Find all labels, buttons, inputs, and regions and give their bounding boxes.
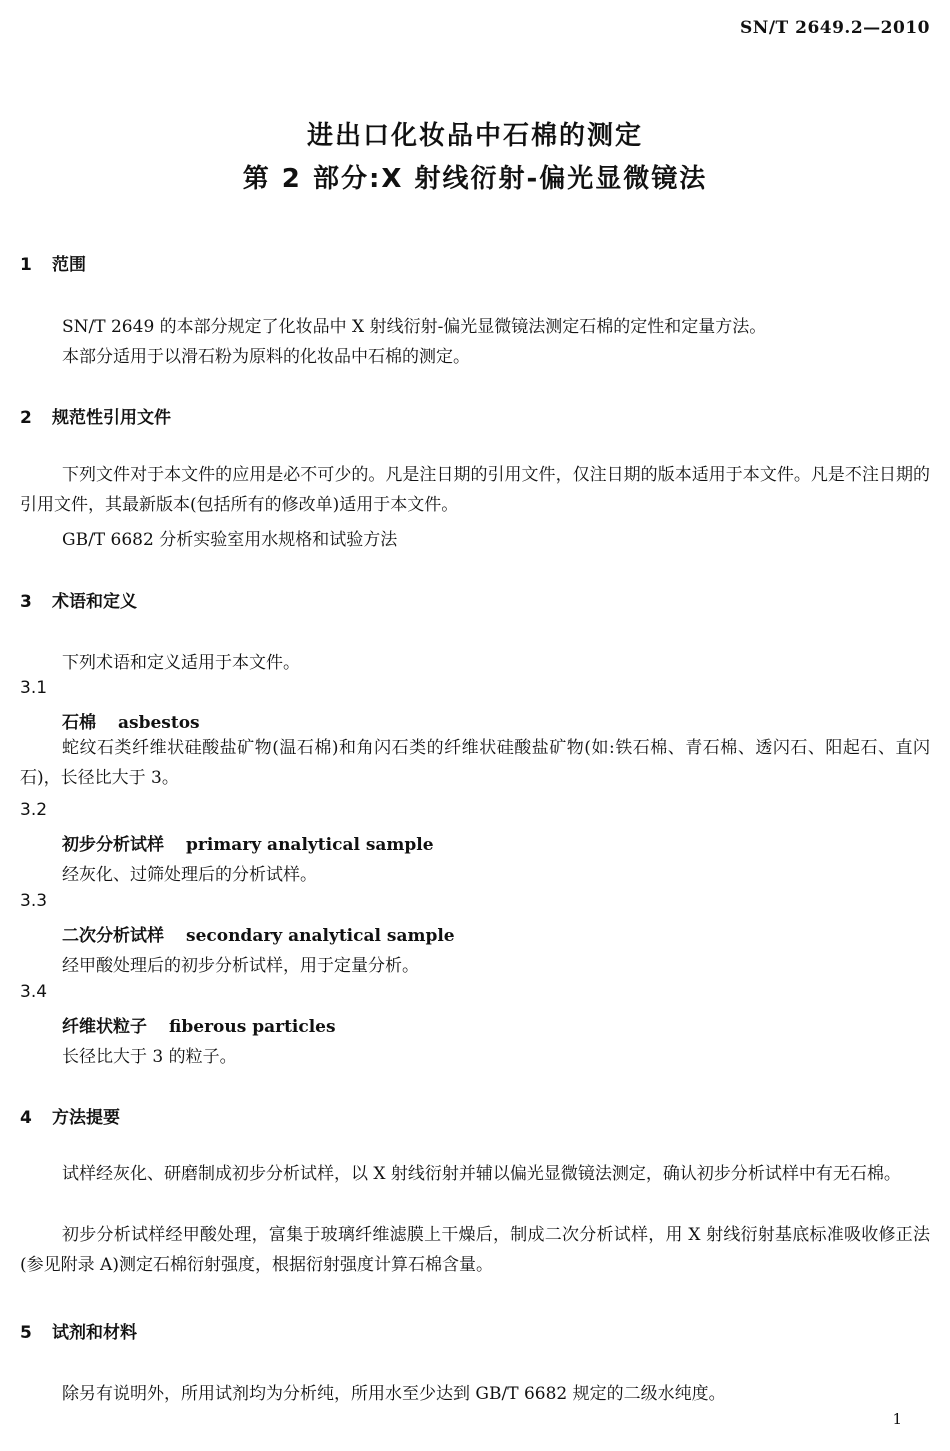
paragraph: 本部分适用于以滑石粉为原料的化妆品中石棉的测定。	[62, 347, 470, 367]
section-title: 方法提要	[52, 1108, 120, 1128]
section-title: 规范性引用文件	[52, 408, 171, 428]
section-number: 1	[20, 255, 32, 275]
section-number: 5	[20, 1323, 32, 1343]
paragraph: SN/T 2649 的本部分规定了化妆品中 X 射线衍射-偏光显微镜法测定石棉的定性和定量方法。	[62, 317, 767, 337]
normative-reference: GB/T 6682 分析实验室用水规格和试验方法	[62, 530, 398, 550]
section-title: 术语和定义	[52, 592, 137, 612]
paragraph: 除另有说明外，所用试剂均为分析纯，所用水至少达到 GB/T 6682 规定的二级水纯度。	[62, 1384, 726, 1404]
clause-number: 3.2	[20, 800, 48, 820]
term-english: primary analytical sample	[186, 835, 434, 855]
section-heading-3	[20, 587, 137, 612]
term-english: secondary analytical sample	[186, 926, 455, 946]
term-entry	[62, 830, 434, 855]
page-number: 1	[892, 1410, 902, 1428]
term-entry	[62, 921, 455, 946]
paragraph: 下列术语和定义适用于本文件。	[62, 653, 300, 673]
section-number: 2	[20, 408, 32, 428]
section-heading-2	[20, 403, 171, 428]
document-subtitle: 第 2 部分:X 射线衍射-偏光显微镜法	[242, 164, 708, 194]
term-english: fiberous particles	[169, 1017, 336, 1037]
term-entry	[62, 708, 200, 733]
section-title: 范围	[52, 255, 86, 275]
term-chinese: 初步分析试样	[62, 835, 164, 855]
term-definition: 经灰化、过筛处理后的分析试样。	[62, 865, 317, 885]
term-definition: 蛇纹石类纤维状硅酸盐矿物(温石棉)和角闪石类的纤维状硅酸盐矿物(如:铁石棉、青石棉、透闪石、阳起石、直闪石)，长径比大于 3。	[20, 738, 930, 788]
section-number: 3	[20, 592, 32, 612]
term-definition: 经甲酸处理后的初步分析试样，用于定量分析。	[62, 956, 419, 976]
paragraph: 初步分析试样经甲酸处理，富集于玻璃纤维滤膜上干燥后，制成二次分析试样，用 X 射线衍射基底标准吸收修正法(参见附录 A)测定石棉衍射强度，根据衍射强度计算石棉含量。	[20, 1225, 930, 1275]
section-number: 4	[20, 1108, 32, 1128]
clause-number: 3.1	[20, 678, 48, 698]
paragraph: 试样经灰化、研磨制成初步分析试样，以 X 射线衍射并辅以偏光显微镜法测定，确认初步分析试样中有无石棉。	[62, 1164, 901, 1184]
section-heading-5	[20, 1318, 137, 1343]
term-chinese: 石棉	[62, 713, 96, 733]
clause-number: 3.3	[20, 891, 48, 911]
term-chinese: 二次分析试样	[62, 926, 164, 946]
term-definition: 长径比大于 3 的粒子。	[62, 1047, 237, 1067]
term-english: asbestos	[118, 713, 200, 733]
term-entry	[62, 1012, 336, 1037]
term-chinese: 纤维状粒子	[62, 1017, 147, 1037]
standard-code: SN/T 2649.2—2010	[740, 18, 930, 38]
paragraph: 下列文件对于本文件的应用是必不可少的。凡是注日期的引用文件，仅注日期的版本适用于本文件。凡是不注日期的引用文件，其最新版本(包括所有的修改单)适用于本文件。	[20, 465, 930, 515]
document-title: 进出口化妆品中石棉的测定	[306, 121, 643, 151]
section-title: 试剂和材料	[52, 1323, 137, 1343]
section-heading-4	[20, 1103, 120, 1128]
section-heading-1	[20, 250, 86, 275]
clause-number: 3.4	[20, 982, 48, 1002]
